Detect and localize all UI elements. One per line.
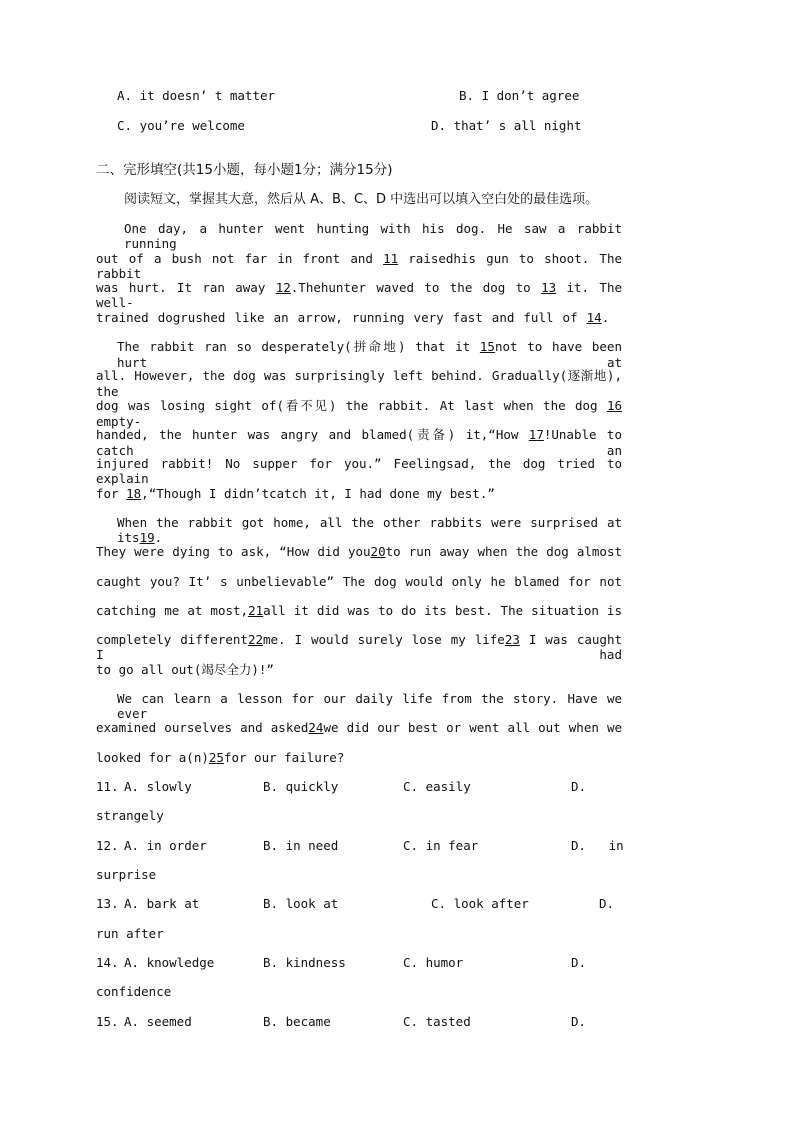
blank-23: 23 — [504, 632, 520, 647]
choice-b: B. look at — [263, 896, 339, 911]
choice-c: C. humor — [403, 955, 464, 970]
passage-line: was hurt. It ran away 12.Thehunter waved to the dog to 13 it. The well- — [96, 280, 622, 310]
passage-line: all. However, the dog was surprisingly left behind. Gradually(逐渐地), the — [96, 368, 622, 399]
choice-d-text: confidence — [96, 984, 172, 999]
blank-15: 15 — [479, 339, 495, 354]
passage-line: When the rabbit got home, all the other rabbits were surprised at its19. — [117, 515, 622, 545]
blank-22: 22 — [247, 632, 263, 647]
blank-12: 12 — [275, 280, 291, 295]
choice-a: A. slowly — [124, 779, 192, 794]
passage-line: The rabbit ran so desperately(拼命地) that it 15not to have been hurt at — [117, 339, 622, 370]
section-heading: 二、完形填空(共15小题，每小题1分；满分15分) — [96, 162, 393, 178]
question-number: 12. — [96, 838, 119, 853]
choice-c: C. in fear — [403, 838, 479, 853]
choice-d: D. — [571, 1014, 587, 1029]
passage-line: handed, the hunter was angry and blamed(责备) it,“How 17!Unable to catch an — [96, 427, 622, 458]
choice-a: A. knowledge — [124, 955, 215, 970]
question-number: 15. — [96, 1014, 119, 1029]
passage-line: trained dogrushed like an arrow, running very fast and full of 14. — [96, 310, 610, 325]
choice-b: B. in need — [263, 838, 339, 853]
choice-c: C. tasted — [403, 1014, 471, 1029]
question-number: 13. — [96, 896, 119, 911]
choice-b: B. kindness — [263, 955, 346, 970]
choice-b: B. became — [263, 1014, 331, 1029]
choice-a: A. in order — [124, 838, 207, 853]
blank-18: 18 — [126, 486, 142, 501]
choice-d-text: run after — [96, 926, 164, 941]
choice-c: C. look after — [431, 896, 529, 911]
passage-line: injured rabbit! No supper for you.” Feelingsad, the dog tried to explain — [96, 456, 622, 486]
blank-16: 16 — [606, 398, 622, 413]
blank-24: 24 — [308, 720, 324, 735]
blank-19: 19 — [139, 530, 155, 545]
option-c: C. you’re welcome — [117, 118, 245, 133]
choice-d: D. — [599, 896, 615, 911]
blank-20: 20 — [370, 544, 386, 559]
passage-line: dog was losing sight of(看不见) the rabbit. At last when the dog 16 empty- — [96, 398, 622, 429]
passage-line: examined ourselves and asked24we did our best or went all out when we — [96, 720, 623, 735]
option-d: D. that’ s all night — [431, 118, 582, 133]
passage-line: We can learn a lesson for our daily life from the story. Have we ever — [117, 691, 622, 721]
passage-line: looked for a(n)25for our failure? — [96, 750, 345, 765]
choice-d: D. — [571, 955, 587, 970]
choice-d: D. — [571, 779, 587, 794]
passage-line: They were dying to ask, “How did you20to run away when the dog almost — [96, 544, 622, 559]
passage-line: catching me at most,21all it did was to do its best. The situation is — [96, 603, 622, 618]
choice-a: A. bark at — [124, 896, 200, 911]
passage-line: for 18,“Though I didn’tcatch it, I had done my best.” — [96, 486, 495, 501]
choice-d-text: surprise — [96, 867, 157, 882]
question-number: 14. — [96, 955, 119, 970]
blank-11: 11 — [383, 251, 399, 266]
passage-line: completely different22me. I would surely lose my life23 I was caught I had — [96, 632, 622, 662]
blank-21: 21 — [248, 603, 264, 618]
choice-a: A. seemed — [124, 1014, 192, 1029]
blank-14: 14 — [586, 310, 602, 325]
choice-b: B. quickly — [263, 779, 339, 794]
blank-13: 13 — [541, 280, 557, 295]
option-a: A. it doesn’ t matter — [117, 88, 276, 103]
choice-d-text: strangely — [96, 808, 164, 823]
passage-line: out of a bush not far in front and 11 raisedhis gun to shoot. The rabbit — [96, 251, 622, 281]
question-number: 11. — [96, 779, 119, 794]
choice-c: C. easily — [403, 779, 471, 794]
option-b: B. I don’t agree — [459, 88, 580, 103]
passage-line: to go all out(竭尽全力)!” — [96, 662, 274, 677]
section-instruction: 阅读短文，掌握其大意，然后从 A、B、C、D 中选出可以填入空白处的最佳选项。 — [124, 192, 599, 207]
choice-d: D. in — [571, 838, 624, 853]
blank-17: 17 — [528, 427, 544, 442]
passage-line: One day, a hunter went hunting with his dog. He saw a rabbit running — [124, 221, 622, 251]
blank-25: 25 — [208, 750, 224, 765]
passage-line: caught you? It’ s unbelievable” The dog would only he blamed for not — [96, 574, 622, 589]
